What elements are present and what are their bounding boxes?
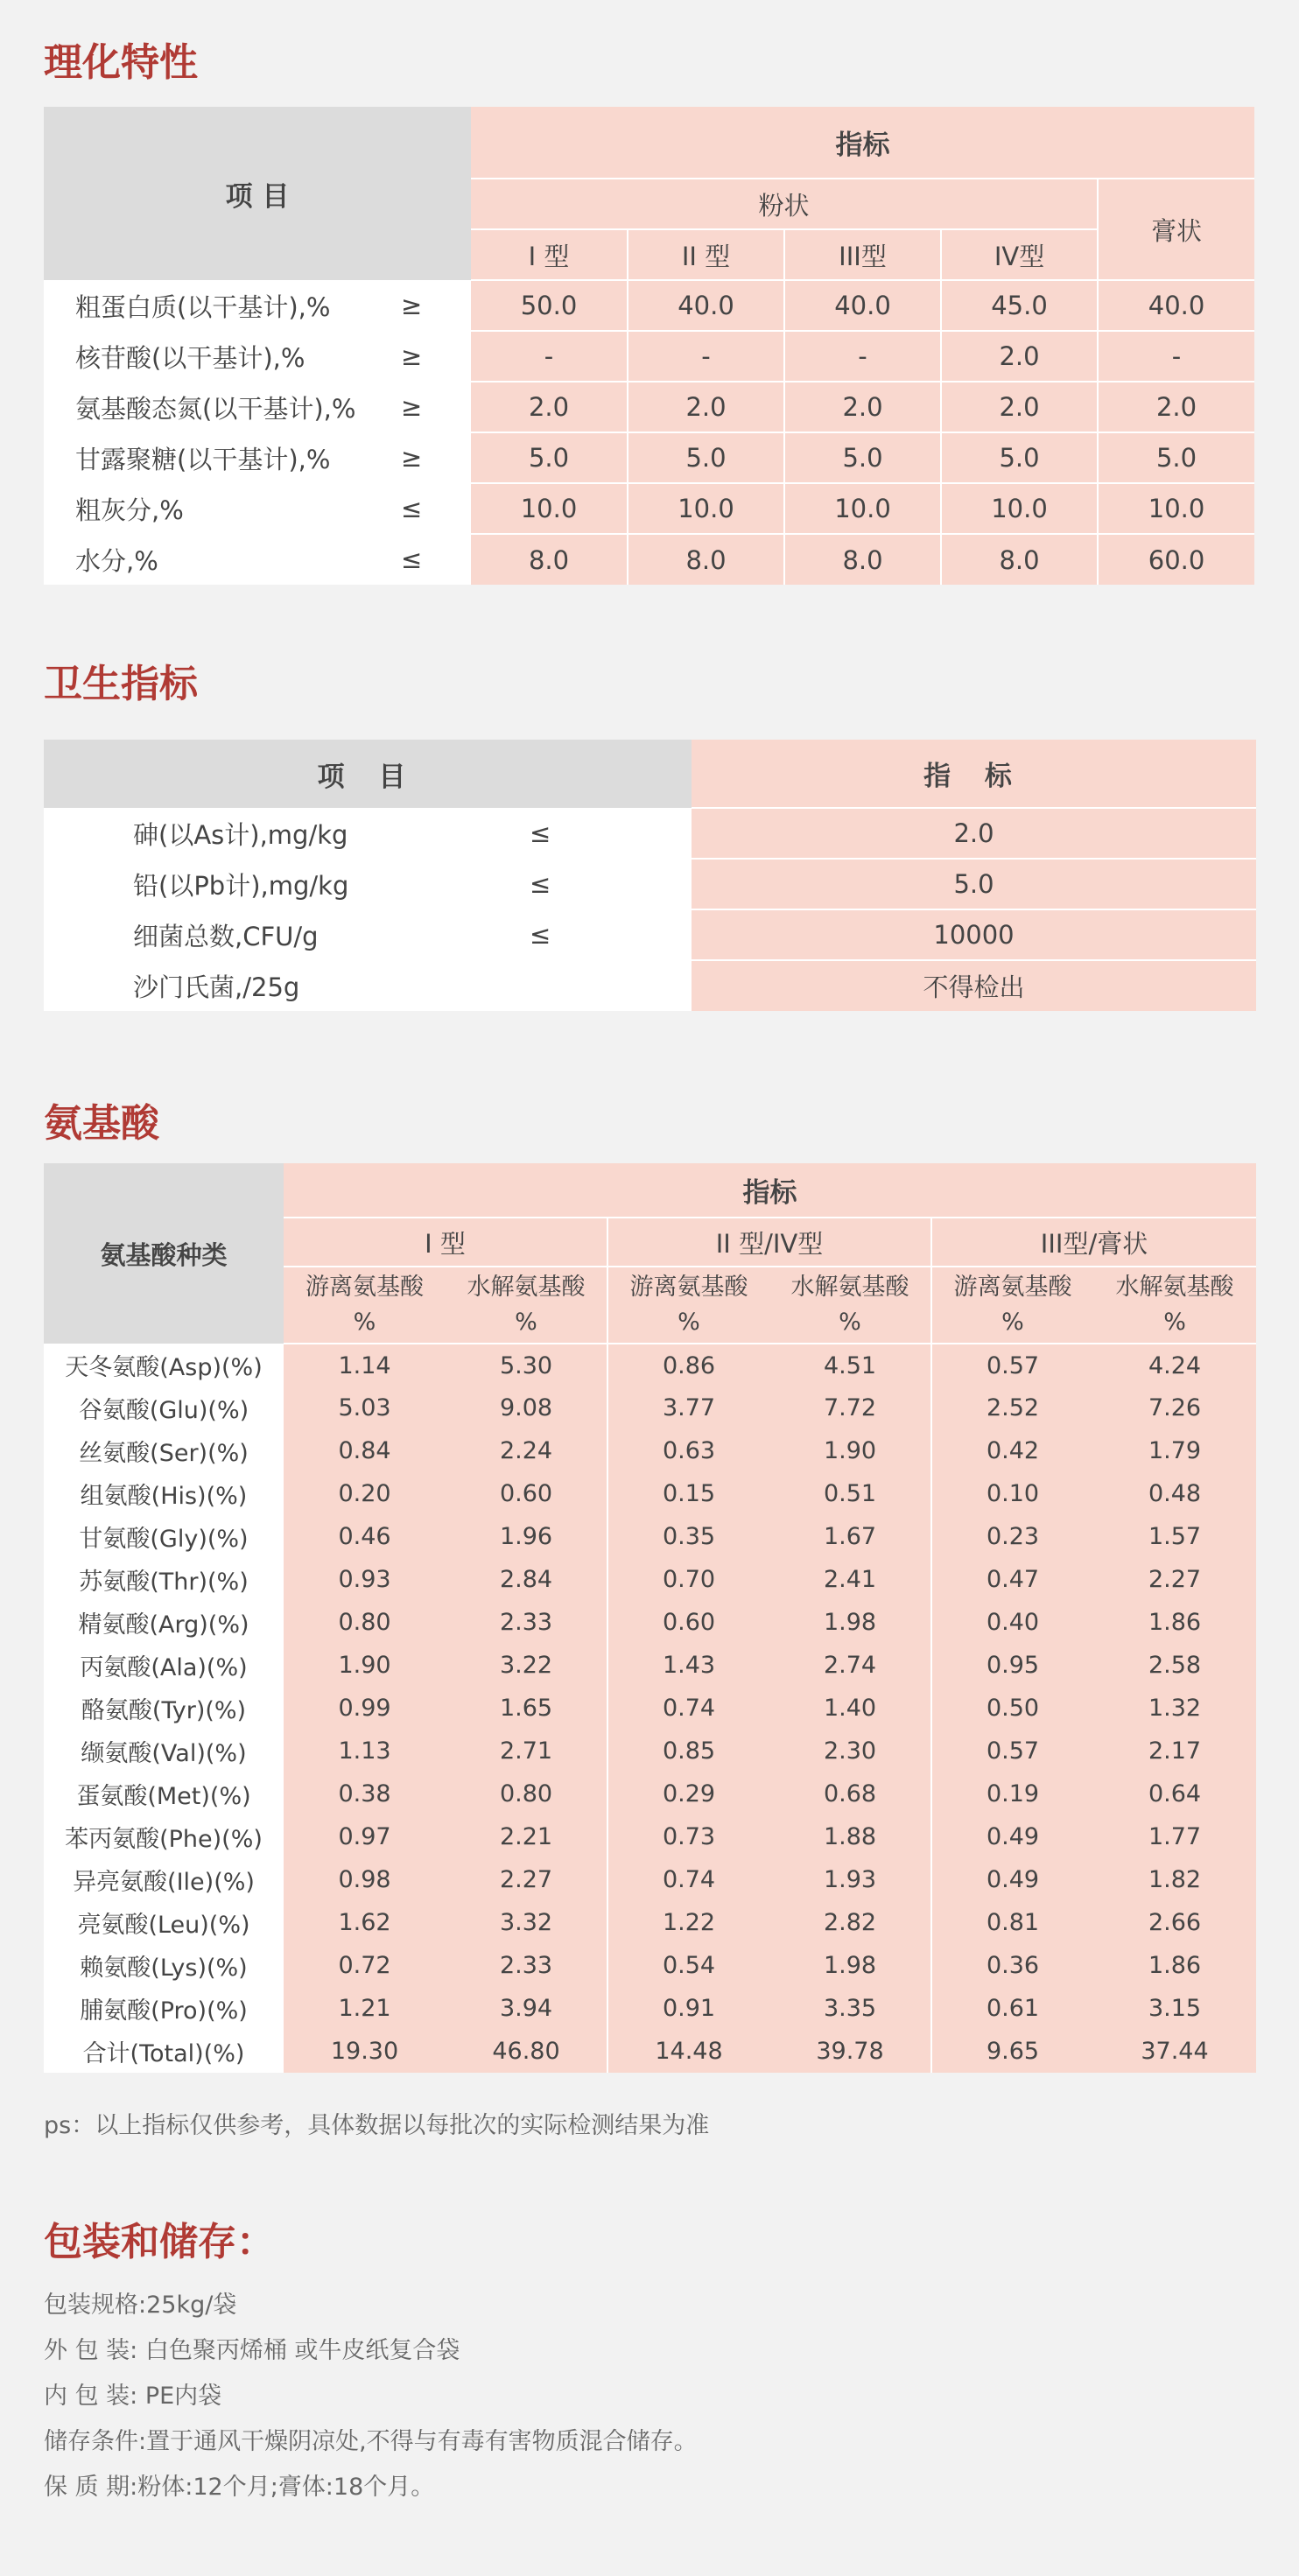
- row-symbol: ≤: [530, 909, 692, 960]
- value-cell: 2.33: [446, 1601, 607, 1644]
- value-cell: 3.22: [446, 1644, 607, 1687]
- value-cell: 0.64: [1093, 1772, 1256, 1815]
- value-cell: 1.40: [769, 1687, 931, 1730]
- table-row: [44, 1515, 1256, 1558]
- row-symbol: ≥: [394, 331, 471, 382]
- value-cell: 2.24: [446, 1429, 607, 1472]
- value-cell: 7.26: [1093, 1386, 1256, 1429]
- value-cell: 0.35: [607, 1515, 769, 1558]
- paste-header: 膏状: [1098, 179, 1254, 280]
- hygiene-table: [44, 740, 1256, 1011]
- value-cell: 0.60: [607, 1601, 769, 1644]
- row-label: 粗蛋白质(以干基计),%: [44, 280, 394, 331]
- value-cell: -: [1098, 331, 1254, 382]
- value-cell: 1.98: [769, 1944, 931, 1987]
- value-cell: 0.61: [931, 1987, 1093, 2030]
- value-cell: 2.52: [931, 1386, 1093, 1429]
- value-cell: 0.57: [931, 1344, 1093, 1386]
- amino-name: 亮氨酸(Leu)(%): [44, 1901, 284, 1944]
- value-cell: 1.65: [446, 1687, 607, 1730]
- value-cell: 2.21: [446, 1815, 607, 1858]
- sub-header-unit: %: [515, 1309, 537, 1336]
- table-row: [44, 483, 1254, 534]
- value-cell: 0.42: [931, 1429, 1093, 1472]
- value-cell: 0.40: [931, 1601, 1093, 1644]
- sub-header-unit: %: [839, 1309, 861, 1336]
- value-cell: 2.0: [784, 382, 941, 432]
- value-cell: 7.72: [769, 1386, 931, 1429]
- amino-name: 丙氨酸(Ala)(%): [44, 1644, 284, 1687]
- value-cell: 0.48: [1093, 1472, 1256, 1515]
- sub-header: [931, 1267, 1093, 1344]
- table-row: [44, 1944, 1256, 1987]
- value-cell: 0.68: [769, 1772, 931, 1815]
- value-cell: 2.0: [1098, 382, 1254, 432]
- item-header: 项 目: [44, 107, 471, 280]
- value-cell: 5.0: [784, 432, 941, 483]
- value-cell: 1.77: [1093, 1815, 1256, 1858]
- value-cell: 2.0: [692, 808, 1256, 859]
- value-cell: 50.0: [471, 280, 628, 331]
- amino-name: 合计(Total)(%): [44, 2030, 284, 2073]
- value-cell: -: [471, 331, 628, 382]
- value-cell: 1.90: [284, 1644, 446, 1687]
- value-cell: 2.17: [1093, 1730, 1256, 1772]
- value-cell: 0.15: [607, 1472, 769, 1515]
- row-label: 甘露聚糖(以干基计),%: [44, 432, 394, 483]
- table-row: [44, 909, 1256, 960]
- value-cell: 3.35: [769, 1987, 931, 2030]
- sub-header: [769, 1267, 931, 1344]
- row-symbol: [530, 960, 692, 1011]
- section-title-physchem: 理化特性: [44, 40, 198, 85]
- value-cell: 0.81: [931, 1901, 1093, 1944]
- value-cell: 14.48: [607, 2030, 769, 2073]
- powder-header: 粉状: [471, 179, 1098, 229]
- value-cell: 2.0: [941, 382, 1098, 432]
- value-cell: 3.77: [607, 1386, 769, 1429]
- item-header: 项 目: [44, 740, 692, 808]
- value-cell: 39.78: [769, 2030, 931, 2073]
- value-cell: 3.94: [446, 1987, 607, 2030]
- table-row: [44, 1558, 1256, 1601]
- value-cell: 1.22: [607, 1901, 769, 1944]
- value-cell: 40.0: [1098, 280, 1254, 331]
- value-cell: 10.0: [784, 483, 941, 534]
- value-cell: 0.97: [284, 1815, 446, 1858]
- value-cell: 0.63: [607, 1429, 769, 1472]
- amino-name: 甘氨酸(Gly)(%): [44, 1515, 284, 1558]
- amino-name: 丝氨酸(Ser)(%): [44, 1429, 284, 1472]
- index-header: 指 标: [692, 740, 1256, 808]
- row-label: 沙门氏菌,/25g: [44, 960, 530, 1011]
- table-row: [44, 2030, 1256, 2073]
- value-cell: -: [784, 331, 941, 382]
- value-cell: 5.30: [446, 1344, 607, 1386]
- value-cell: 0.50: [931, 1687, 1093, 1730]
- value-cell: 0.93: [284, 1558, 446, 1601]
- value-cell: 0.86: [607, 1344, 769, 1386]
- packaging-line: 保 质 期:粉体:12个月;膏体:18个月。: [44, 2474, 435, 2501]
- table-row: [44, 1858, 1256, 1901]
- table-row: [44, 1772, 1256, 1815]
- value-cell: 0.98: [284, 1858, 446, 1901]
- row-label: 氨基酸态氮(以干基计),%: [44, 382, 394, 432]
- value-cell: 0.49: [931, 1858, 1093, 1901]
- value-cell: 3.32: [446, 1901, 607, 1944]
- value-cell: 1.90: [769, 1429, 931, 1472]
- value-cell: 0.72: [284, 1944, 446, 1987]
- table-row: [44, 1987, 1256, 2030]
- value-cell: 4.51: [769, 1344, 931, 1386]
- value-cell: 8.0: [784, 534, 941, 585]
- row-label: 粗灰分,%: [44, 483, 394, 534]
- value-cell: 2.0: [471, 382, 628, 432]
- value-cell: 1.67: [769, 1515, 931, 1558]
- value-cell: 0.60: [446, 1472, 607, 1515]
- table-row: [44, 382, 1254, 432]
- packaging-line: 包装规格:25kg/袋: [44, 2292, 237, 2319]
- value-cell: 37.44: [1093, 2030, 1256, 2073]
- table-row: [44, 1601, 1256, 1644]
- value-cell: 10.0: [1098, 483, 1254, 534]
- value-cell: 5.0: [628, 432, 784, 483]
- value-cell: 10.0: [628, 483, 784, 534]
- value-cell: 1.93: [769, 1858, 931, 1901]
- value-cell: 5.0: [941, 432, 1098, 483]
- value-cell: 8.0: [941, 534, 1098, 585]
- sub-header: [1093, 1267, 1256, 1344]
- table-row: [44, 432, 1254, 483]
- table-row: [44, 1901, 1256, 1944]
- value-cell: 2.74: [769, 1644, 931, 1687]
- row-symbol: ≥: [394, 280, 471, 331]
- table-row: [44, 1687, 1256, 1730]
- table-row: [44, 534, 1254, 585]
- sub-header-unit: %: [353, 1309, 376, 1336]
- value-cell: 1.13: [284, 1730, 446, 1772]
- row-label: 铅(以Pb计),mg/kg: [44, 859, 530, 909]
- sub-header-label: 游离氨基酸: [629, 1274, 748, 1301]
- value-cell: 5.0: [692, 859, 1256, 909]
- value-cell: 0.99: [284, 1687, 446, 1730]
- value-cell: 19.30: [284, 2030, 446, 2073]
- type-header: I 型: [471, 229, 628, 280]
- sub-header-label: 游离氨基酸: [953, 1274, 1072, 1301]
- sub-header-label: 水解氨基酸: [790, 1274, 909, 1301]
- amino-name: 谷氨酸(Glu)(%): [44, 1386, 284, 1429]
- row-label: 砷(以As计),mg/kg: [44, 808, 530, 859]
- value-cell: 0.10: [931, 1472, 1093, 1515]
- table-row: [44, 808, 1256, 859]
- row-label: 细菌总数,CFU/g: [44, 909, 530, 960]
- value-cell: 0.80: [284, 1601, 446, 1644]
- value-cell: 45.0: [941, 280, 1098, 331]
- table-row: [44, 1386, 1256, 1429]
- type-header: IV型: [941, 229, 1098, 280]
- value-cell: 0.47: [931, 1558, 1093, 1601]
- row-label: 核苷酸(以干基计),%: [44, 331, 394, 382]
- row-symbol: ≤: [530, 808, 692, 859]
- table-row: [44, 1730, 1256, 1772]
- index-header: 指标: [471, 107, 1254, 179]
- type-header: III型: [784, 229, 941, 280]
- value-cell: 3.15: [1093, 1987, 1256, 2030]
- value-cell: 2.0: [628, 382, 784, 432]
- amino-name: 天冬氨酸(Asp)(%): [44, 1344, 284, 1386]
- amino-name: 脯氨酸(Pro)(%): [44, 1987, 284, 2030]
- value-cell: 10.0: [941, 483, 1098, 534]
- amino-name: 异亮氨酸(Ile)(%): [44, 1858, 284, 1901]
- packaging-line: 储存条件:置于通风干燥阴凉处,不得与有毒有害物质混合储存。: [44, 2428, 698, 2455]
- value-cell: 0.91: [607, 1987, 769, 2030]
- value-cell: 0.73: [607, 1815, 769, 1858]
- amino-name: 苯丙氨酸(Phe)(%): [44, 1815, 284, 1858]
- sub-header-unit: %: [1163, 1309, 1186, 1336]
- value-cell: 0.95: [931, 1644, 1093, 1687]
- sub-header-unit: %: [1001, 1309, 1024, 1336]
- value-cell: 0.46: [284, 1515, 446, 1558]
- value-cell: 8.0: [471, 534, 628, 585]
- sub-header-label: 水解氨基酸: [1115, 1274, 1234, 1301]
- value-cell: 1.88: [769, 1815, 931, 1858]
- value-cell: 8.0: [628, 534, 784, 585]
- group-header: III型/膏状: [931, 1218, 1256, 1267]
- value-cell: 1.79: [1093, 1429, 1256, 1472]
- value-cell: 60.0: [1098, 534, 1254, 585]
- section-title-packaging: 包装和储存：: [44, 2220, 275, 2264]
- section-title-hygiene: 卫生指标: [44, 662, 198, 706]
- value-cell: 0.29: [607, 1772, 769, 1815]
- table-row: [44, 1344, 1256, 1386]
- row-symbol: ≤: [394, 483, 471, 534]
- sub-header-label: 游离氨基酸: [305, 1274, 424, 1301]
- value-cell: -: [628, 331, 784, 382]
- amino-table: [44, 1163, 1256, 2073]
- value-cell: 5.03: [284, 1386, 446, 1429]
- row-symbol: ≤: [394, 534, 471, 585]
- section-title-amino: 氨基酸: [44, 1101, 159, 1146]
- amino-name: 赖氨酸(Lys)(%): [44, 1944, 284, 1987]
- value-cell: 1.43: [607, 1644, 769, 1687]
- amino-name: 蛋氨酸(Met)(%): [44, 1772, 284, 1815]
- value-cell: 2.58: [1093, 1644, 1256, 1687]
- value-cell: 1.98: [769, 1601, 931, 1644]
- value-cell: 0.80: [446, 1772, 607, 1815]
- table-row: [44, 331, 1254, 382]
- sub-header: [446, 1267, 607, 1344]
- value-cell: 10000: [692, 909, 1256, 960]
- ps-note: ps：以上指标仅供参考，具体数据以每批次的实际检测结果为准: [44, 2112, 710, 2139]
- value-cell: 1.82: [1093, 1858, 1256, 1901]
- value-cell: 1.62: [284, 1901, 446, 1944]
- value-cell: 1.96: [446, 1515, 607, 1558]
- value-cell: 0.54: [607, 1944, 769, 1987]
- value-cell: 1.86: [1093, 1601, 1256, 1644]
- value-cell: 2.0: [941, 331, 1098, 382]
- group-header: II 型/IV型: [607, 1218, 931, 1267]
- value-cell: 1.32: [1093, 1687, 1256, 1730]
- physchem-table: [44, 107, 1254, 585]
- table-row: [44, 1644, 1256, 1687]
- value-cell: 0.19: [931, 1772, 1093, 1815]
- sub-header: [607, 1267, 769, 1344]
- value-cell: 40.0: [784, 280, 941, 331]
- row-symbol: ≥: [394, 382, 471, 432]
- value-cell: 0.85: [607, 1730, 769, 1772]
- value-cell: 1.57: [1093, 1515, 1256, 1558]
- value-cell: 0.23: [931, 1515, 1093, 1558]
- value-cell: 0.38: [284, 1772, 446, 1815]
- value-cell: 9.08: [446, 1386, 607, 1429]
- row-symbol: ≥: [394, 432, 471, 483]
- value-cell: 0.49: [931, 1815, 1093, 1858]
- value-cell: 10.0: [471, 483, 628, 534]
- value-cell: 0.70: [607, 1558, 769, 1601]
- amino-name: 苏氨酸(Thr)(%): [44, 1558, 284, 1601]
- table-row: [44, 1472, 1256, 1515]
- table-row: [44, 960, 1256, 1011]
- value-cell: 1.14: [284, 1344, 446, 1386]
- value-cell: 5.0: [471, 432, 628, 483]
- table-row: [44, 1815, 1256, 1858]
- value-cell: 2.33: [446, 1944, 607, 1987]
- table-row: [44, 1429, 1256, 1472]
- table-row: [44, 280, 1254, 331]
- value-cell: 2.82: [769, 1901, 931, 1944]
- sub-header-label: 水解氨基酸: [467, 1274, 586, 1301]
- type-header: II 型: [628, 229, 784, 280]
- value-cell: 0.51: [769, 1472, 931, 1515]
- row-symbol: ≤: [530, 859, 692, 909]
- value-cell: 0.84: [284, 1429, 446, 1472]
- value-cell: 2.27: [446, 1858, 607, 1901]
- amino-name: 组氨酸(His)(%): [44, 1472, 284, 1515]
- value-cell: 46.80: [446, 2030, 607, 2073]
- value-cell: 0.57: [931, 1730, 1093, 1772]
- value-cell: 1.86: [1093, 1944, 1256, 1987]
- value-cell: 2.30: [769, 1730, 931, 1772]
- group-header: I 型: [284, 1218, 607, 1267]
- value-cell: 0.74: [607, 1858, 769, 1901]
- packaging-info: [44, 2283, 698, 2510]
- sub-header: [284, 1267, 446, 1344]
- index-header: 指标: [284, 1163, 1256, 1218]
- value-cell: 1.21: [284, 1987, 446, 2030]
- value-cell: 40.0: [628, 280, 784, 331]
- value-cell: 2.41: [769, 1558, 931, 1601]
- amino-name: 缬氨酸(Val)(%): [44, 1730, 284, 1772]
- value-cell: 4.24: [1093, 1344, 1256, 1386]
- value-cell: 0.74: [607, 1687, 769, 1730]
- table-row: [44, 859, 1256, 909]
- packaging-line: 外 包 装: 白色聚丙烯桶 或牛皮纸复合袋: [44, 2337, 460, 2364]
- sub-header-unit: %: [678, 1309, 700, 1336]
- value-cell: 2.66: [1093, 1901, 1256, 1944]
- value-cell: 9.65: [931, 2030, 1093, 2073]
- amino-name: 酪氨酸(Tyr)(%): [44, 1687, 284, 1730]
- amino-name: 精氨酸(Arg)(%): [44, 1601, 284, 1644]
- value-cell: 0.36: [931, 1944, 1093, 1987]
- value-cell: 0.20: [284, 1472, 446, 1515]
- value-cell: 5.0: [1098, 432, 1254, 483]
- value-cell: 2.71: [446, 1730, 607, 1772]
- row-label: 水分,%: [44, 534, 394, 585]
- packaging-line: 内 包 装: PE内袋: [44, 2383, 222, 2410]
- kind-header: 氨基酸种类: [44, 1163, 284, 1344]
- value-cell: 不得检出: [692, 960, 1256, 1011]
- value-cell: 2.84: [446, 1558, 607, 1601]
- value-cell: 2.27: [1093, 1558, 1256, 1601]
